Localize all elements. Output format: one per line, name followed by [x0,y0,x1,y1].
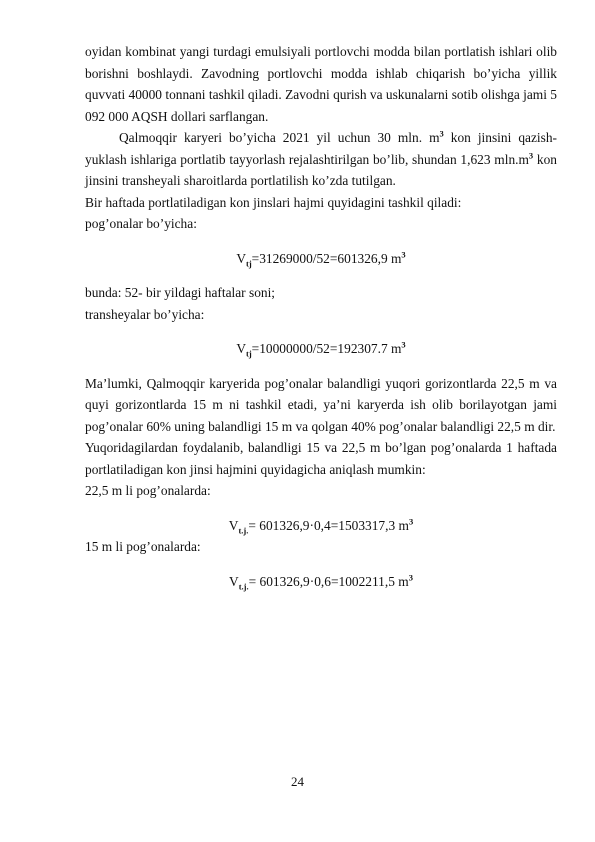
exponent: 3 [408,516,414,527]
exponent: 3 [401,249,406,260]
paragraph: 15 m li pog’onalarda: [85,539,201,554]
paragraph: 22,5 m li pog’onalarda: [85,483,211,498]
formula [85,571,557,593]
exponent: 3 [401,339,406,350]
paragraph: oyidan kombinat yangi turdagi emulsiyali portlovchi modda bilan portlatish ishlari olib borishni boshlaydi. Zavodning portlovchi modda ishlab chiqarish bo’yicha yillik quvvati 40000 tonnani tashkil qiladi. Zavodni qurish va uskunalarni sotib olishga jami 5 092 000 AQSH dollari sarflangan. [85,44,557,124]
paragraph: bunda: 52- bir yildagi haftalar soni; [85,285,276,300]
paragraph: pog’onalar bo’yicha: [85,216,197,231]
formula-expression: =31269000/52=601326,9 m [251,250,402,266]
formula [85,515,557,537]
document-page [85,41,557,592]
paragraph: Bir haftada portlatiladigan kon jinslari hajmi quyidagini tashkil qiladi: [85,194,462,210]
formula-subscript: tj [245,258,252,269]
formula-expression: = 601326,9·0,4=1503317,3 m [248,517,409,533]
formula [85,248,557,270]
paragraph-text: kon jinsini transheyali sharoitlarda portlatilish ko’zda tutilgan. [85,151,557,188]
page-number: 24 [291,774,304,789]
paragraph: transheyalar bo’yicha: [85,306,205,322]
formula-expression: =10000000/52=192307.7 m [251,341,402,356]
paragraph: Ma’lumki, Qalmoqqir karyerida pog’onalar balandligi yuqori gorizontlarda 22,5 m va quyi gorizontlarda 15 m ni tashkil etadi, ya’ni karyerda ish olib borilayotgan jami pog’onalar 60% uning balandligi 15 m va qolgan 40% pog’onalar balandligi 22,5 m dir. [85,375,557,434]
exponent: 3 [439,128,444,139]
paragraph-text: Qalmoqqir karyeri bo’yicha 2021 yil uchun 30 mln. m [119,130,440,145]
paragraph: Yuqoridagilardan foydalanib, balandligi 15 va 22,5 m bo’lgan pog’onalarda 1 haftada portlatiladigan kon jinsi hajmini quyidagicha aniqlash mumkin: [85,440,557,477]
formula-symbol: V [228,517,239,533]
formula-expression: = 601326,9·0,6=1002211,5 m [248,573,409,589]
formula-subscript: tj [245,348,252,359]
formula-symbol: V [236,341,246,356]
formula-subscript: t.j. [238,581,249,592]
paragraph [85,127,557,192]
formula-symbol: V [236,250,246,266]
paragraph-text: kon jinsini qazish-yuklash ishlariga portlatib tayyorlash rejalashtirilgan bo’lib, shundan 1,623 mln.m [85,130,558,167]
exponent: 3 [528,150,534,161]
formula [85,338,557,360]
formula-symbol: V [229,573,239,589]
exponent: 3 [408,572,413,583]
formula-subscript: t.j. [238,525,249,536]
